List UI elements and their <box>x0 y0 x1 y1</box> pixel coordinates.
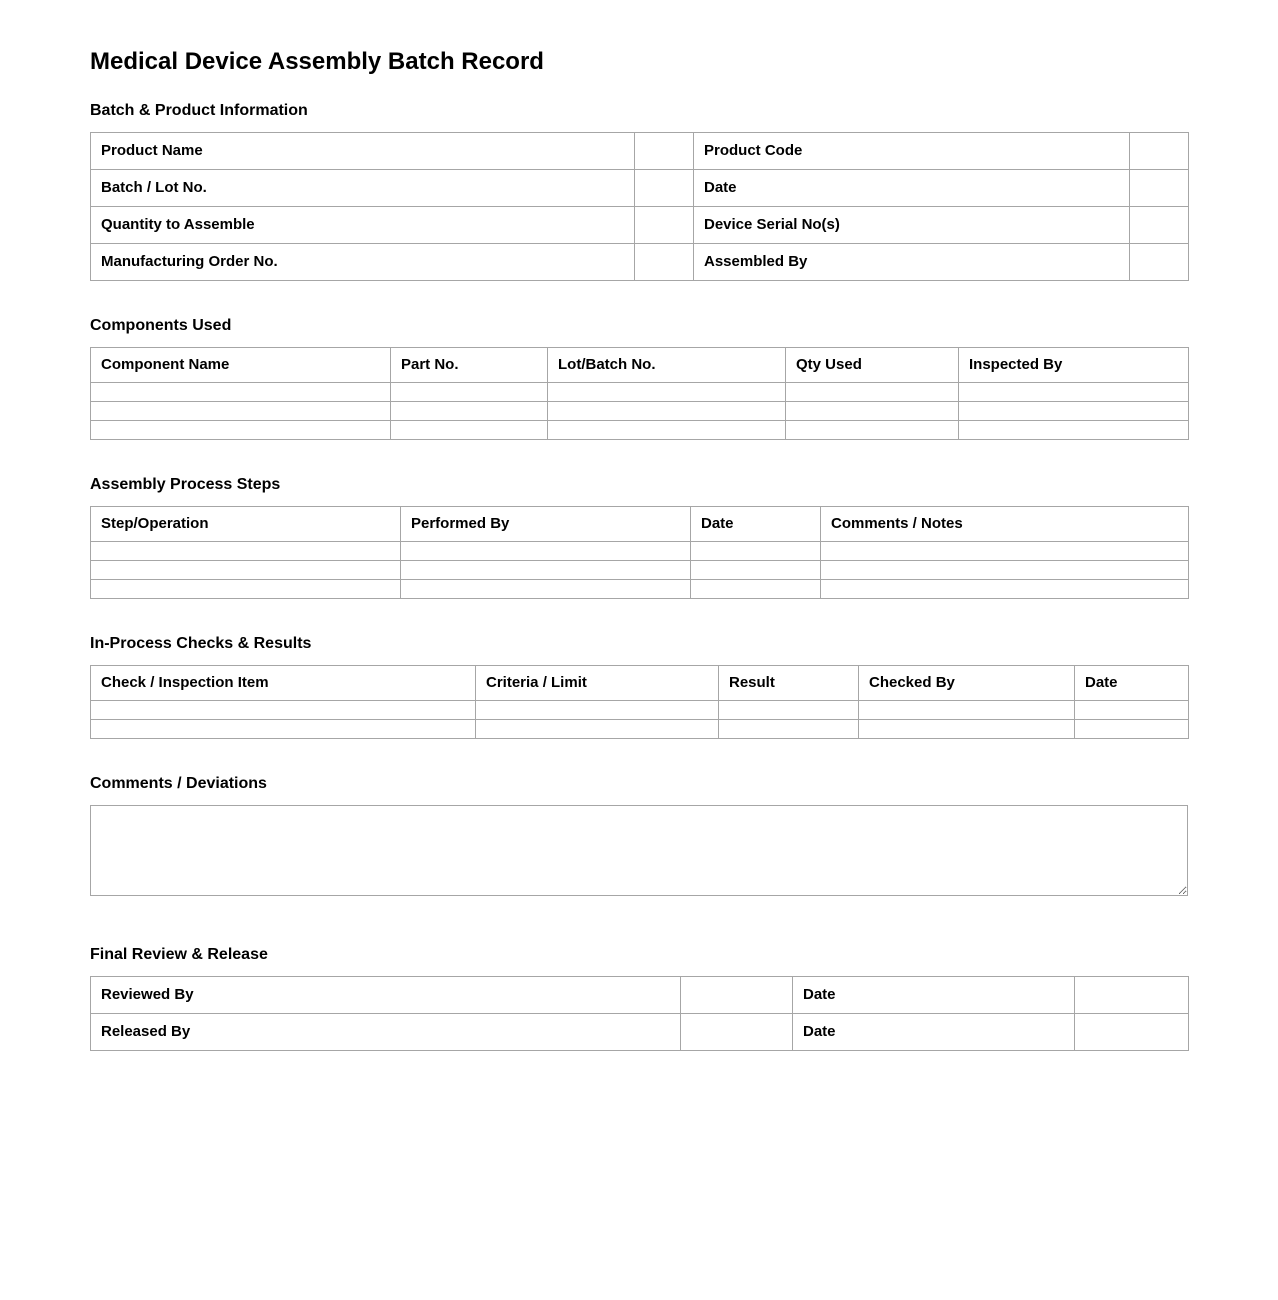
empty-cell <box>959 401 1189 420</box>
label-released-date: Date <box>793 1013 1075 1050</box>
empty-row <box>91 700 1189 719</box>
empty-cell <box>548 420 786 439</box>
label-reviewed-date: Date <box>793 976 1075 1013</box>
empty-cell <box>391 420 548 439</box>
label-assembled-by: Assembled By <box>694 243 1130 280</box>
value-cell-product-name <box>635 132 694 169</box>
empty-row <box>91 382 1189 401</box>
table-header-row <box>91 665 1189 700</box>
empty-row <box>91 541 1189 560</box>
empty-cell <box>401 579 691 598</box>
value-cell-released-date <box>1075 1013 1189 1050</box>
col-header-component-name: Component Name <box>91 347 391 382</box>
label-product-name: Product Name <box>91 132 635 169</box>
empty-cell <box>401 541 691 560</box>
table-row <box>91 169 1189 206</box>
empty-cell <box>476 719 719 738</box>
col-header-part-no: Part No. <box>391 347 548 382</box>
value-cell-reviewed-date <box>1075 976 1189 1013</box>
empty-row <box>91 579 1189 598</box>
empty-cell <box>91 560 401 579</box>
value-cell-released-by <box>681 1013 793 1050</box>
table-row <box>91 243 1189 280</box>
col-header-inspected-by: Inspected By <box>959 347 1189 382</box>
assembly-process-steps-table <box>90 506 1189 599</box>
value-cell-quantity-to-assemble <box>635 206 694 243</box>
empty-cell <box>391 382 548 401</box>
col-header-step-operation: Step/Operation <box>91 506 401 541</box>
empty-cell <box>548 382 786 401</box>
section-heading-batch-product-information: Batch & Product Information <box>90 101 308 119</box>
components-used-table <box>90 347 1189 440</box>
label-quantity-to-assemble: Quantity to Assemble <box>91 206 635 243</box>
table-row <box>91 976 1189 1013</box>
value-cell-device-serial-nos <box>1130 206 1189 243</box>
col-header-qty-used: Qty Used <box>786 347 959 382</box>
col-header-result: Result <box>719 665 859 700</box>
page-title: Medical Device Assembly Batch Record <box>90 48 544 75</box>
value-cell-batch-lot-no <box>635 169 694 206</box>
col-header-performed-by: Performed By <box>401 506 691 541</box>
empty-row <box>91 401 1189 420</box>
empty-row <box>91 719 1189 738</box>
empty-row <box>91 560 1189 579</box>
label-released-by: Released By <box>91 1013 681 1050</box>
batch-record-page <box>90 48 1188 1051</box>
col-header-date: Date <box>691 506 821 541</box>
table-row <box>91 132 1189 169</box>
empty-cell <box>91 579 401 598</box>
empty-cell <box>401 560 691 579</box>
empty-cell <box>821 560 1189 579</box>
label-device-serial-nos: Device Serial No(s) <box>694 206 1130 243</box>
label-product-code: Product Code <box>694 132 1130 169</box>
table-row <box>91 206 1189 243</box>
section-heading-final-review-release: Final Review & Release <box>90 945 268 963</box>
empty-cell <box>1075 700 1189 719</box>
value-cell-assembled-by <box>1130 243 1189 280</box>
col-header-checked-by: Checked By <box>859 665 1075 700</box>
empty-cell <box>91 401 391 420</box>
value-cell-date <box>1130 169 1189 206</box>
empty-cell <box>476 700 719 719</box>
col-header-comments-notes: Comments / Notes <box>821 506 1189 541</box>
label-date: Date <box>694 169 1130 206</box>
value-cell-product-code <box>1130 132 1189 169</box>
final-review-table <box>90 976 1189 1051</box>
table-header-row <box>91 506 1189 541</box>
empty-cell <box>91 382 391 401</box>
empty-cell <box>786 420 959 439</box>
col-header-criteria-limit: Criteria / Limit <box>476 665 719 700</box>
section-heading-components-used: Components Used <box>90 316 232 334</box>
label-manufacturing-order-no: Manufacturing Order No. <box>91 243 635 280</box>
empty-cell <box>821 579 1189 598</box>
empty-cell <box>786 401 959 420</box>
col-header-date: Date <box>1075 665 1189 700</box>
section-heading-assembly-process-steps: Assembly Process Steps <box>90 475 281 493</box>
label-batch-lot-no: Batch / Lot No. <box>91 169 635 206</box>
empty-cell <box>91 700 476 719</box>
comments-deviations-textarea[interactable] <box>90 805 1188 896</box>
table-row <box>91 1013 1189 1050</box>
empty-row <box>91 420 1189 439</box>
in-process-checks-table <box>90 665 1189 739</box>
batch-product-info-table <box>90 132 1189 281</box>
value-cell-reviewed-by <box>681 976 793 1013</box>
empty-cell <box>859 700 1075 719</box>
empty-cell <box>691 541 821 560</box>
empty-cell <box>959 420 1189 439</box>
label-reviewed-by: Reviewed By <box>91 976 681 1013</box>
empty-cell <box>691 560 821 579</box>
empty-cell <box>1075 719 1189 738</box>
col-header-check-inspection-item: Check / Inspection Item <box>91 665 476 700</box>
section-heading-in-process-checks: In-Process Checks & Results <box>90 634 312 652</box>
empty-cell <box>91 541 401 560</box>
empty-cell <box>691 579 821 598</box>
empty-cell <box>859 719 1075 738</box>
empty-cell <box>786 382 959 401</box>
table-header-row <box>91 347 1189 382</box>
empty-cell <box>391 401 548 420</box>
empty-cell <box>91 719 476 738</box>
value-cell-manufacturing-order-no <box>635 243 694 280</box>
empty-cell <box>821 541 1189 560</box>
empty-cell <box>91 420 391 439</box>
empty-cell <box>719 700 859 719</box>
empty-cell <box>959 382 1189 401</box>
empty-cell <box>548 401 786 420</box>
empty-cell <box>719 719 859 738</box>
section-heading-comments-deviations: Comments / Deviations <box>90 774 267 792</box>
col-header-lot-batch-no: Lot/Batch No. <box>548 347 786 382</box>
